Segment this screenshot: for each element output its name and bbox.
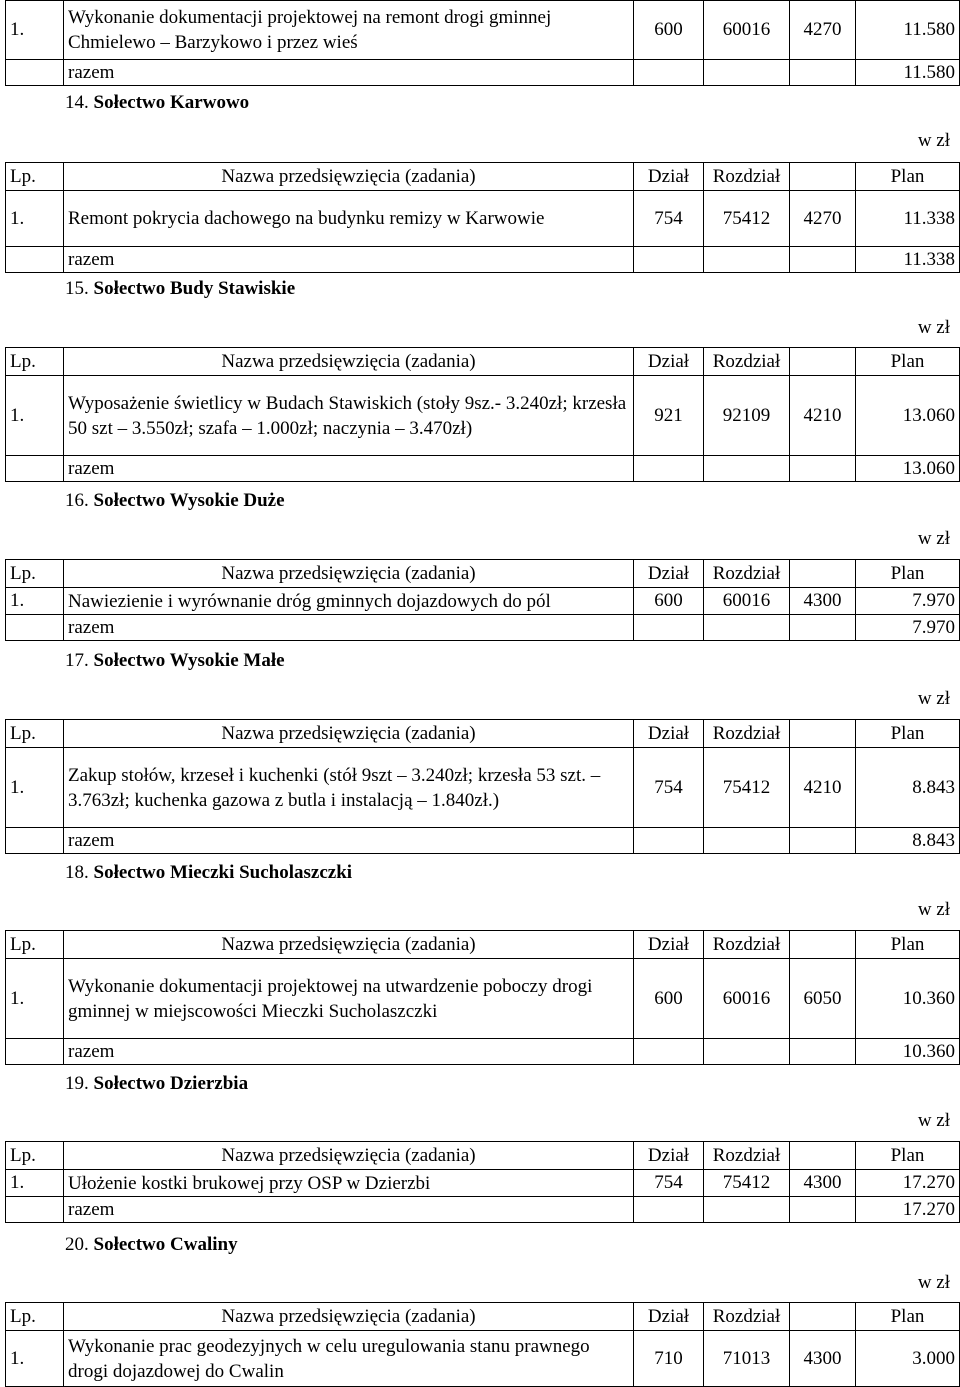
header-lp: Lp. — [6, 348, 64, 376]
header-plan: Plan — [856, 720, 960, 748]
empty-cell — [6, 828, 64, 854]
paragraph-value: 4270 — [790, 191, 856, 247]
empty-cell — [790, 828, 856, 854]
currency-unit: w zł — [917, 899, 950, 920]
empty-cell — [634, 1039, 704, 1065]
empty-cell — [6, 60, 64, 86]
razem-value: 13.060 — [856, 456, 960, 482]
header-plan: Plan — [856, 348, 960, 376]
row-lp: 1. — [6, 1331, 64, 1387]
plan-value: 3.000 — [856, 1331, 960, 1387]
header-plan: Plan — [856, 1142, 960, 1170]
task-name: Ułożenie kostki brukowej przy OSP w Dzierzbi — [64, 1170, 634, 1197]
header-lp: Lp. — [6, 560, 64, 588]
task-name: Wykonanie dokumentacji projektowej na utwardzenie poboczy drogi gminnej w miejscowości Mieczki Sucholaszczki — [64, 959, 634, 1039]
section-table — [5, 347, 960, 482]
header-name: Nazwa przedsięwzięcia (zadania) — [64, 720, 634, 748]
section-number: 17. — [65, 650, 89, 671]
header-paragraph — [790, 348, 856, 376]
rozdzial-value: 92109 — [704, 376, 790, 456]
header-name: Nazwa przedsięwzięcia (zadania) — [64, 931, 634, 959]
section-number: 18. — [65, 862, 89, 883]
header-dzial: Dział — [634, 348, 704, 376]
rozdzial-value: 60016 — [704, 588, 790, 615]
task-name: Nawiezienie i wyrównanie dróg gminnych dojazdowych do pól — [64, 588, 634, 615]
section-name: Sołectwo Budy Stawiskie — [93, 278, 296, 299]
header-rozdzial: Rozdział — [704, 348, 790, 376]
empty-cell — [634, 1197, 704, 1223]
section-number: 14. — [65, 92, 89, 113]
header-lp: Lp. — [6, 163, 64, 191]
header-name: Nazwa przedsięwzięcia (zadania) — [64, 348, 634, 376]
section-title — [65, 92, 249, 114]
header-name: Nazwa przedsięwzięcia (zadania) — [64, 163, 634, 191]
header-lp: Lp. — [6, 1303, 64, 1331]
header-rozdzial: Rozdział — [704, 1303, 790, 1331]
razem-value: 17.270 — [856, 1197, 960, 1223]
header-plan: Plan — [856, 163, 960, 191]
header-rozdzial: Rozdział — [704, 163, 790, 191]
header-paragraph — [790, 720, 856, 748]
razem-label: razem — [64, 1039, 634, 1065]
section-title — [65, 862, 352, 884]
razem-label: razem — [64, 247, 634, 273]
top-table — [5, 0, 960, 86]
header-plan: Plan — [856, 560, 960, 588]
razem-label: razem — [64, 1197, 634, 1223]
paragraph-value: 4210 — [790, 376, 856, 456]
section-title — [65, 278, 295, 300]
empty-cell — [6, 456, 64, 482]
empty-cell — [790, 1039, 856, 1065]
row-lp: 1. — [6, 376, 64, 456]
plan-value: 10.360 — [856, 959, 960, 1039]
section-number: 15. — [65, 278, 89, 299]
row-lp: 1. — [6, 1170, 64, 1197]
header-name: Nazwa przedsięwzięcia (zadania) — [64, 1142, 634, 1170]
header-rozdzial: Rozdział — [704, 931, 790, 959]
task-name: Zakup stołów, krzeseł i kuchenki (stół 9szt – 3.240zł; krzesła 53 szt. – 3.763zł; kuchenka gazowa z butla i instalacją – 1.840zł.) — [64, 748, 634, 828]
razem-value: 10.360 — [856, 1039, 960, 1065]
row-lp: 1. — [6, 588, 64, 615]
currency-unit: w zł — [917, 130, 950, 151]
section-name: Sołectwo Wysokie Duże — [93, 490, 285, 511]
header-rozdzial: Rozdział — [704, 1142, 790, 1170]
dzial-value: 710 — [634, 1331, 704, 1387]
section-name: Sołectwo Dzierzbia — [93, 1073, 249, 1094]
header-dzial: Dział — [634, 931, 704, 959]
dzial-value: 600 — [634, 588, 704, 615]
plan-value: 11.338 — [856, 191, 960, 247]
header-lp: Lp. — [6, 1142, 64, 1170]
rozdzial-value: 75412 — [704, 1170, 790, 1197]
header-plan: Plan — [856, 1303, 960, 1331]
currency-unit: w zł — [917, 317, 950, 338]
plan-value: 13.060 — [856, 376, 960, 456]
section-title — [65, 1234, 238, 1256]
empty-cell — [634, 247, 704, 273]
rozdzial-value: 75412 — [704, 191, 790, 247]
empty-cell — [790, 456, 856, 482]
section-table — [5, 559, 960, 641]
dzial-value: 754 — [634, 191, 704, 247]
section-name: Sołectwo Mieczki Sucholaszczki — [93, 862, 353, 883]
row-lp: 1. — [6, 1, 64, 60]
razem-value: 11.580 — [856, 60, 960, 86]
section-number: 19. — [65, 1073, 89, 1094]
task-name: Remont pokrycia dachowego na budynku remizy w Karwowie — [64, 191, 634, 247]
empty-cell — [6, 1039, 64, 1065]
empty-cell — [704, 1197, 790, 1223]
header-name: Nazwa przedsięwzięcia (zadania) — [64, 560, 634, 588]
empty-cell — [790, 247, 856, 273]
currency-unit: w zł — [917, 1110, 950, 1131]
dzial-value: 600 — [634, 959, 704, 1039]
rozdzial-value: 71013 — [704, 1331, 790, 1387]
row-lp: 1. — [6, 748, 64, 828]
dzial-value: 754 — [634, 1170, 704, 1197]
plan-value: 8.843 — [856, 748, 960, 828]
task-name: Wyposażenie świetlicy w Budach Stawiskich (stoły 9sz.- 3.240zł; krzesła 50 szt – 3.550zł; szafa – 1.000zł; naczynia – 3.470zł) — [64, 376, 634, 456]
empty-cell — [6, 615, 64, 641]
razem-value: 7.970 — [856, 615, 960, 641]
razem-value: 11.338 — [856, 247, 960, 273]
header-dzial: Dział — [634, 163, 704, 191]
razem-value: 8.843 — [856, 828, 960, 854]
paragraph-value: 4210 — [790, 748, 856, 828]
header-rozdzial: Rozdział — [704, 560, 790, 588]
section-number: 20. — [65, 1234, 89, 1255]
currency-unit: w zł — [917, 1272, 950, 1293]
paragraph-value: 4270 — [790, 1, 856, 60]
rozdzial-value: 75412 — [704, 748, 790, 828]
header-paragraph — [790, 1303, 856, 1331]
empty-cell — [634, 828, 704, 854]
section-table — [5, 162, 960, 273]
razem-label: razem — [64, 456, 634, 482]
section-table — [5, 1302, 960, 1387]
empty-cell — [634, 60, 704, 86]
razem-label: razem — [64, 615, 634, 641]
header-lp: Lp. — [6, 931, 64, 959]
section-table — [5, 719, 960, 854]
empty-cell — [6, 1197, 64, 1223]
header-plan: Plan — [856, 931, 960, 959]
header-rozdzial: Rozdział — [704, 720, 790, 748]
section-name: Sołectwo Wysokie Małe — [93, 650, 285, 671]
dzial-value: 600 — [634, 1, 704, 60]
section-number: 16. — [65, 490, 89, 511]
dzial-value: 754 — [634, 748, 704, 828]
header-dzial: Dział — [634, 1303, 704, 1331]
header-paragraph — [790, 1142, 856, 1170]
header-name: Nazwa przedsięwzięcia (zadania) — [64, 1303, 634, 1331]
empty-cell — [704, 60, 790, 86]
razem-label: razem — [64, 828, 634, 854]
section-title — [65, 490, 285, 512]
paragraph-value: 4300 — [790, 588, 856, 615]
empty-cell — [704, 456, 790, 482]
empty-cell — [634, 615, 704, 641]
plan-value: 11.580 — [856, 1, 960, 60]
empty-cell — [790, 1197, 856, 1223]
currency-unit: w zł — [917, 688, 950, 709]
dzial-value: 921 — [634, 376, 704, 456]
header-lp: Lp. — [6, 720, 64, 748]
header-dzial: Dział — [634, 720, 704, 748]
razem-label: razem — [64, 60, 634, 86]
header-paragraph — [790, 560, 856, 588]
section-name: Sołectwo Cwaliny — [93, 1234, 238, 1255]
plan-value: 7.970 — [856, 588, 960, 615]
plan-value: 17.270 — [856, 1170, 960, 1197]
paragraph-value: 6050 — [790, 959, 856, 1039]
section-title — [65, 1073, 248, 1095]
paragraph-value: 4300 — [790, 1331, 856, 1387]
task-name: Wykonanie dokumentacji projektowej na remont drogi gminnej Chmielewo – Barzykowo i przez wieś — [64, 1, 634, 60]
header-dzial: Dział — [634, 560, 704, 588]
empty-cell — [704, 615, 790, 641]
empty-cell — [704, 1039, 790, 1065]
empty-cell — [6, 247, 64, 273]
header-dzial: Dział — [634, 1142, 704, 1170]
empty-cell — [704, 828, 790, 854]
section-name: Sołectwo Karwowo — [93, 92, 250, 113]
section-table — [5, 930, 960, 1065]
empty-cell — [790, 615, 856, 641]
empty-cell — [704, 247, 790, 273]
row-lp: 1. — [6, 191, 64, 247]
currency-unit: w zł — [917, 528, 950, 549]
task-name: Wykonanie prac geodezyjnych w celu uregulowania stanu prawnego drogi dojazdowej do Cwalin — [64, 1331, 634, 1387]
empty-cell — [790, 60, 856, 86]
section-table — [5, 1141, 960, 1223]
header-paragraph — [790, 163, 856, 191]
row-lp: 1. — [6, 959, 64, 1039]
empty-cell — [634, 456, 704, 482]
paragraph-value: 4300 — [790, 1170, 856, 1197]
section-title — [65, 650, 285, 672]
header-paragraph — [790, 931, 856, 959]
rozdzial-value: 60016 — [704, 1, 790, 60]
rozdzial-value: 60016 — [704, 959, 790, 1039]
